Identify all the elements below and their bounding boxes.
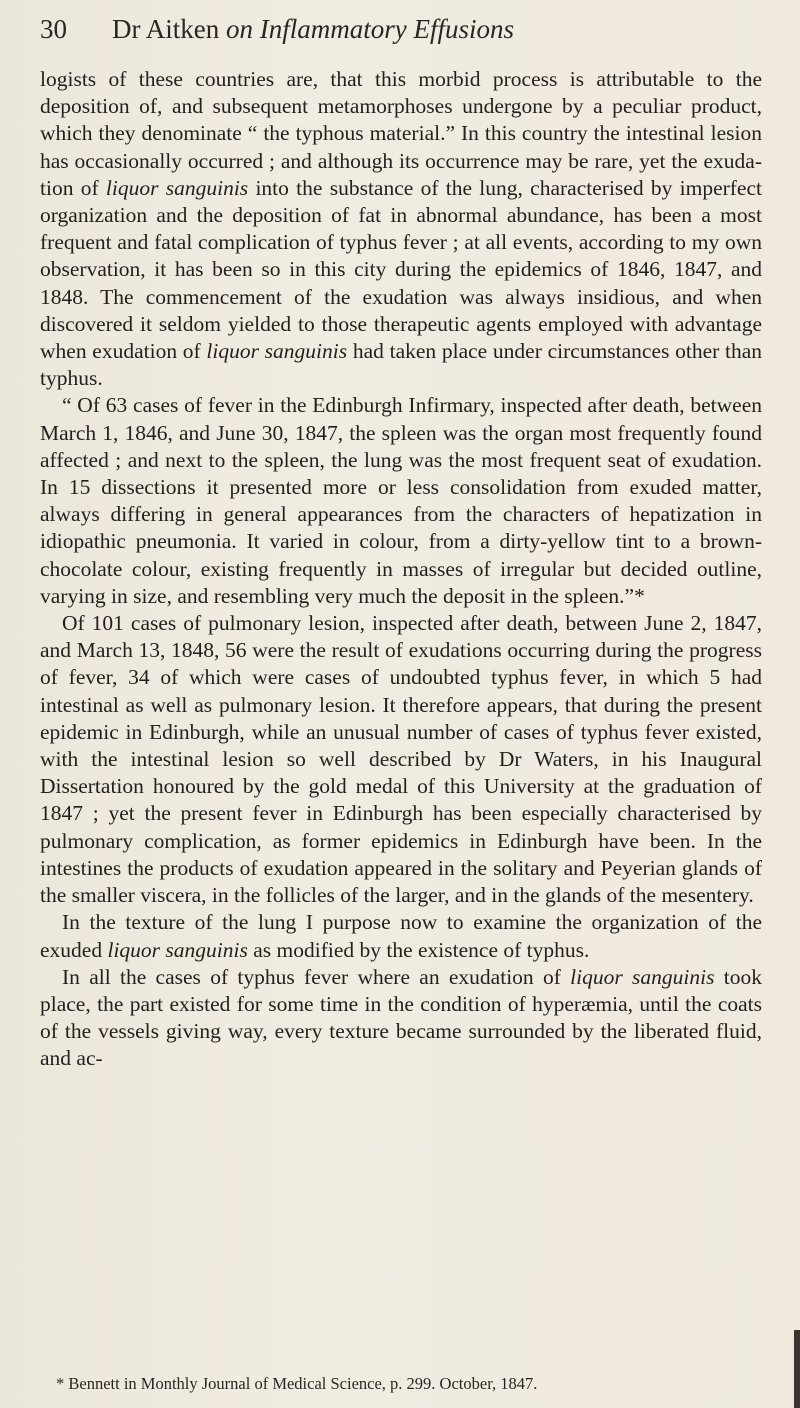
text-run: “ Of 63 cases of fever in the Edinburgh Infirmary, inspected after death, between March 1, 1846, and June 30, 1847, the spleen was the organ most frequently found affected ; and next to the spleen, the lung was the most frequent seat of exudation. In 15 dissections it presented more or less consolidation from exuded matter, always differing in general appearances from the characters of hepatization in idiopathic pneumonia. It varied in colour, from a dirty-yellow tint to a brown-chocolate colour, existing frequently in masses of irregular but decided outline, varying in size, and resembling very much the deposit in the spleen.”* [40,393,762,608]
italic-term: liquor sanguinis [107,937,248,962]
text-run: had taken place under circumstances other than typhus. [40,339,763,391]
paragraph [40,392,762,610]
running-head-author: Dr Aitken [112,14,220,44]
paragraph [40,610,762,909]
italic-term: liquor sanguinis [105,175,249,200]
text-run: logists of these countries are, that this morbid process is attributable to the deposition of, and subsequent metamorphoses undergone by a peculiar product, which they denominate “ the typhous material.” In this country the intestinal lesion has occasionally occurred ; and although its occurrence may be rare, yet the exudation of [40,67,762,200]
italic-term: liquor sanguinis [206,339,348,364]
text-run: as modified by the existence of typhus. [247,937,590,962]
page-header [40,8,740,56]
footnote: * Bennett in Monthly Journal of Medical Science, p. 299. October, 1847. [56,1374,538,1393]
page-number: 30 [40,14,67,44]
text-run: into the substance of the lung, characterised by imperfect organization and the deposition of fat in abnormal abundance, has been a most frequent and fatal complication of typhus fever ; at all events, according to my own observation, it has been so in this city during the epidemics of 1846, 1847, and 1848. The commencement of the exudation was always insidious, and when discovered it seldom yielded to those therapeutic agents employed with advantage when exudation of [40,175,762,364]
page-edge-mark [794,1330,800,1408]
text-run: Of 101 cases of pulmonary lesion, inspected after death, between June 2, 1847, and March 13, 1848, 56 were the result of exudations occurring during the progress of fever, 34 of which were cases of undoubted typhus fever, in which 5 had intestinal as well as pulmonary lesion. It therefore appears, that during the present epidemic in Edinburgh, while an unusual number of cases of typhus fever existed, with the intestinal lesion so well described by Dr Waters, in his Inaugural Dissertation honoured by the gold medal of this University at the graduation of 1847 ; yet the present fever in Edinburgh has been especially characterised by pulmonary complication, as former epidemics in Edinburgh have been. In the intestines the products of exudation appeared in the solitary and Peyerian glands of the smaller viscera, in the follicles of the larger, and in the glands of the mesentery. [40,611,762,908]
paragraph [40,66,762,392]
text-run: took place, the part existed for some time in the condition of hyperæmia, until the coats of the vessels giving way, every texture became surrounded by the liberated fluid, and ac- [40,964,762,1071]
paragraph [40,909,762,963]
text-run: In the texture of the lung I purpose now to examine the organization of the exuded [40,910,762,962]
running-head-on: on [219,14,260,44]
running-head-title: Inflammatory Effusions [259,14,514,44]
body-text [40,66,762,1073]
running-head [112,14,514,45]
italic-term: liquor sanguinis [570,964,715,989]
paragraph [40,964,762,1073]
text-run: In all the cases of typhus fever where an exudation of [62,964,571,989]
